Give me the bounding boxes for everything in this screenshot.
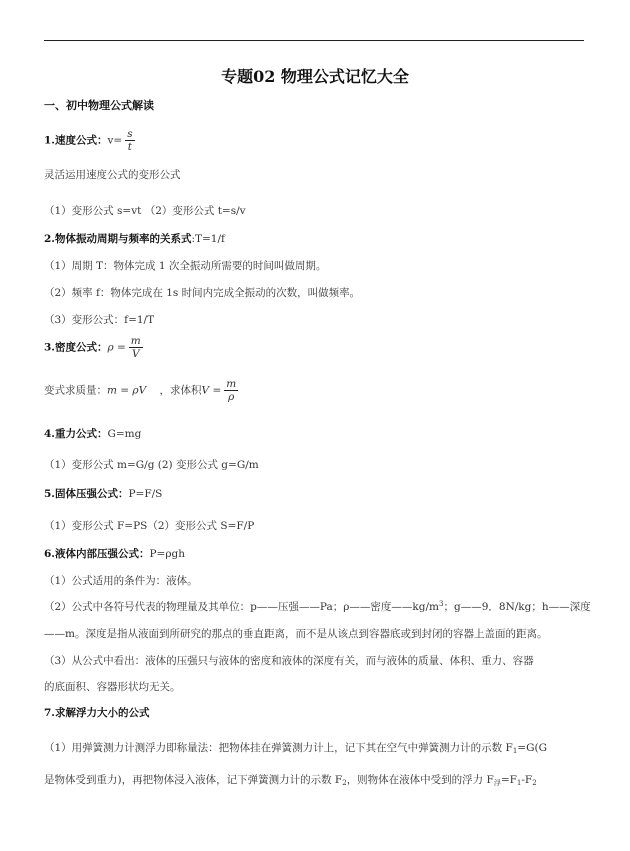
liquid-pressure-heading-line bbox=[44, 547, 584, 561]
density-variants-line bbox=[44, 378, 584, 403]
period-line-1: （1）周期 T：物体完成 1 次全振动所需要的时间叫做周期。 bbox=[44, 260, 327, 272]
solid-pressure-heading: 5.固体压强公式： bbox=[44, 488, 129, 500]
buoyancy-line-1: （1）用弹簧测力计测浮力即称量法：把物体挂在弹簧测力计上，记下其在空气中弹簧测力计的示数 $F_1=G(G$ bbox=[44, 742, 547, 755]
density-heading: 3.密度公式： bbox=[44, 341, 108, 354]
gravity-formula: G=mg bbox=[107, 428, 142, 440]
liquid-pressure-line-2: （2）公式中各符号代表的物理量及其单位：p——压强——Pa；ρ——密度$——kg/m^3$；g——9．8N/kg；h——深度 bbox=[44, 600, 591, 613]
buoyancy-line-2: 是物体受到重力)，再把物体浸入液体，记下弹簧测力计的示数 $F_2$，则物体在液体中受到的浮力 $F_浮=F_1-F_2$ bbox=[44, 774, 537, 787]
buoyancy-heading: 7.求解浮力大小的公式 bbox=[44, 707, 150, 719]
density-formula-line bbox=[44, 335, 584, 360]
gravity-variants: （1）变形公式 m=G/g (2) 变形公式 g=G/m bbox=[44, 459, 259, 471]
liquid-pressure-line-5: 的底面积、容器形状均无关。 bbox=[44, 681, 181, 693]
liquid-pressure-heading: 6.液体内部压强公式： bbox=[44, 548, 150, 560]
header-rule bbox=[44, 40, 584, 41]
density-mass-label: 变式求质量： bbox=[44, 384, 107, 397]
period-heading-line bbox=[44, 232, 584, 246]
page-title: 专题02 物理公式记忆大全 bbox=[221, 67, 409, 86]
solid-pressure-heading-line bbox=[44, 487, 584, 501]
density-volume-lhs: V = bbox=[201, 384, 222, 397]
liquid-pressure-line-4: （3）从公式中看出：液体的压强只与液体的密度和液体的深度有关，而与液体的质量、体积、重力、容器 bbox=[44, 655, 534, 667]
liquid-pressure-line-1: （1）公式适用的条件为：液体。 bbox=[44, 575, 198, 587]
density-volume-label: ，求体积 bbox=[159, 384, 202, 397]
period-heading: 2.物体振动周期与频率的关系式 bbox=[44, 233, 192, 245]
liquid-pressure-formula: P=ρgh bbox=[149, 548, 185, 560]
speed-variants: （1）变形公式 s=vt （2）变形公式 t=s/v bbox=[44, 205, 246, 217]
solid-pressure-variants: （1）变形公式 F=PS（2）变形公式 S=F/P bbox=[44, 520, 255, 532]
gravity-heading: 4.重力公式： bbox=[44, 428, 108, 440]
speed-fraction: $\frac{s}{t}$ bbox=[127, 128, 133, 153]
speed-lhs: v= bbox=[107, 134, 123, 147]
density-volume-fraction: $\frac{m}{\rho}$ bbox=[226, 378, 237, 403]
period-formula: :T=1/f bbox=[191, 233, 225, 245]
period-line-2: （2）频率 f：物体完成在 1s 时间内完成全振动的次数，叫做频率。 bbox=[44, 287, 361, 299]
liquid-pressure-line-3: ——m。深度是指从液面到所研究的那点的垂直距离，而不是从该点到容器底或到封闭的容器上盖面的距离。 bbox=[44, 628, 548, 640]
density-lhs: ρ = bbox=[107, 341, 126, 354]
solid-pressure-formula: P=F/S bbox=[128, 488, 163, 500]
period-line-3: （3）变形公式：f=1/T bbox=[44, 314, 155, 326]
speed-formula-line bbox=[44, 128, 584, 153]
gravity-heading-line bbox=[44, 427, 584, 441]
section-heading: 一、初中物理公式解读 bbox=[44, 99, 154, 112]
speed-heading: 1.速度公式： bbox=[44, 134, 108, 147]
speed-note: 灵活运用速度公式的变形公式 bbox=[44, 169, 181, 181]
density-fraction: $\frac{m}{V}$ bbox=[130, 335, 141, 360]
density-mass-formula: m = ρV bbox=[107, 384, 147, 397]
